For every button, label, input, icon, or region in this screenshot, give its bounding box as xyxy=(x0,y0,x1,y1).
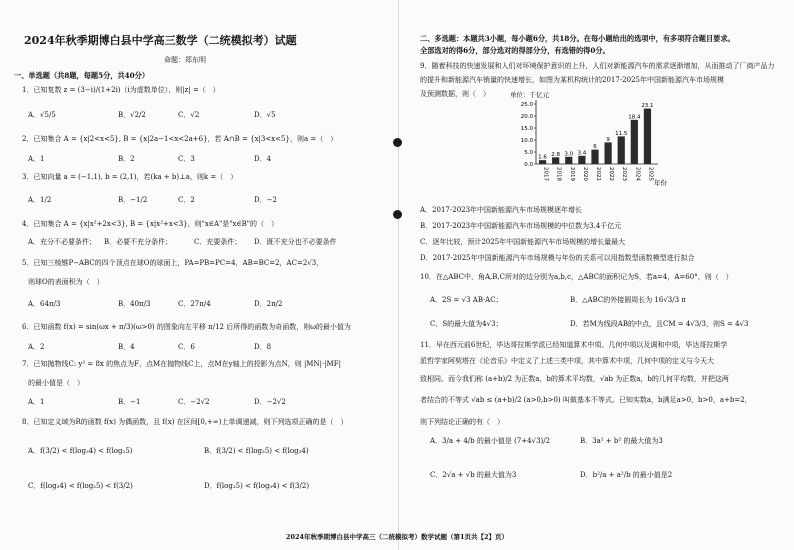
q5-option-b: B．40π/3 xyxy=(118,300,151,308)
chart-y-label: 单位：千亿元 xyxy=(510,91,549,99)
chart-bar xyxy=(552,157,559,164)
chart-data-label: 11.5 xyxy=(615,130,628,137)
section-multi-choice: 二、多选题：本题共3小题，每小题6分，共18分。在每小题给出的选项中，有多项符合题目要求。 xyxy=(420,34,735,43)
q6-option-a: A．2 xyxy=(28,343,45,351)
q1-option-a: A．√5/5 xyxy=(28,111,56,119)
q6-option-d: D．8 xyxy=(254,343,272,351)
page-fold xyxy=(398,0,399,550)
q1-option-d: D．√5 xyxy=(254,111,276,119)
market-size-chart xyxy=(508,88,678,196)
chart-x-label: 年份 xyxy=(654,179,667,187)
chart-data-label: 9 xyxy=(606,136,610,143)
chart-bar xyxy=(644,109,651,164)
q3-option-a: A．1/2 xyxy=(28,196,52,204)
q10-option-d: D．若M为线段AB的中点，且CM = 4√3/3，则S = 4√3 xyxy=(570,320,749,328)
q1-option-c: C．√2 xyxy=(178,111,200,119)
chart-bar xyxy=(591,150,598,164)
q3-option-b: B．−1/2 xyxy=(118,196,148,204)
q5-option-d: D．2π/2 xyxy=(254,300,283,308)
q7-option-b: B．−1 xyxy=(118,398,141,406)
question-7-cont: 的最小值是（ ） xyxy=(28,379,84,387)
chart-bar xyxy=(539,160,546,164)
q2-option-c: C．3 xyxy=(178,155,195,163)
q2-option-d: D．4 xyxy=(254,155,272,163)
chart-category-label: 2021 xyxy=(595,167,601,181)
q9-option-d: D．2017-2025年中国新能源汽车市场规模与年份的关系可以用指数型函数模型进行拟合 xyxy=(420,254,695,262)
chart-y-tick-label: 5.0 xyxy=(524,150,533,156)
chart-category-label: 2023 xyxy=(621,167,628,181)
q10-option-b: B．△ABC的外接圆周长为 16√3/3 π xyxy=(570,296,686,304)
q10-option-c: C．S的最大值为4√3； xyxy=(430,320,503,328)
chart-y-tick-label: 15.0 xyxy=(520,126,533,132)
q3-option-c: C．2 xyxy=(178,196,195,204)
chart-category-label: 2017 xyxy=(542,167,549,181)
q4-option-c: C．充要条件； xyxy=(194,238,242,246)
question-11-cont2: 致相同。而今我们称 (a+b)/2 为正数a，b的算术平均数，√ab 为正数a，b的几何平均数，并把这两 xyxy=(420,375,729,383)
q8-option-a: A．f(3/2) < f(log₃4) < f(log₂5) xyxy=(28,447,133,455)
q8-option-b: B．f(3/2) < f(log₂5) < f(log₃4) xyxy=(204,447,309,455)
q6-option-b: B．4 xyxy=(118,343,135,351)
q1-option-b: B．√2/2 xyxy=(118,111,146,119)
question-11-cont4: 则下列结论正确的有（ ） xyxy=(420,418,504,426)
question-11-cont: 派哲学家阿契塔在《论音乐》中定义了上述三类中项，其中算术中项，几何中项的定义与今天大 xyxy=(420,357,714,365)
question-11: 11．早在西元前6世纪，毕达哥拉斯学派已经知道算术中项、几何中项以及调和中项，毕达哥拉斯学 xyxy=(420,341,728,349)
chart-data-label: 2.8 xyxy=(551,151,561,158)
q4-option-d: D．既不充分也不必要条件 xyxy=(254,238,337,246)
page-footer: 2024年秋季期博白县中学高三（二统模拟考）数学试题（第1页共【2】页） xyxy=(285,533,509,541)
chart-bar xyxy=(565,157,572,164)
q5-option-a: A．64π/3 xyxy=(28,300,61,308)
q8-option-d: D．f(log₂5) < f(log₃4) < f(3/2) xyxy=(204,482,310,490)
question-10: 10．在△ABC中，角A,B,C所对的边分别为a,b,c，△ABC的面积记为S，若a=4，A=60°，则（ ） xyxy=(420,273,733,281)
chart-data-label: 23.1 xyxy=(641,103,654,110)
chart-category-label: 2018 xyxy=(555,167,562,181)
chart-y-tick-label: 0.0 xyxy=(524,162,533,168)
chart-bar xyxy=(605,142,612,164)
q7-option-d: D．−2√2 xyxy=(254,398,286,406)
binding-hole xyxy=(393,138,402,147)
chart-data-label: 6 xyxy=(593,144,597,151)
q10-option-a: A．2S = √3 AB·AC； xyxy=(430,296,503,304)
question-9-cont: 的提升和新能源汽车销量的快速增长，如图为某机构统计的2017-2025年中国新能源汽车市场规模 xyxy=(420,76,724,84)
q9-option-b: B．2017-2023年中国新能源汽车市场规模的中位数为3.4千亿元 xyxy=(420,222,622,230)
chart-y-tick-label: 25.0 xyxy=(520,102,533,108)
question-1: 1．已知复数 z = (3−i)/(1+2i)（i为虚数单位），则|z| =（ ） xyxy=(22,86,220,94)
q7-option-c: C．−2√2 xyxy=(178,398,210,406)
question-5: 5．已知三棱锥P−ABC的四个顶点在球O的球面上，PA=PB=PC=4，AB=BC=2，AC=2√3， xyxy=(22,259,324,267)
chart-category-label: 2019 xyxy=(568,167,575,181)
q6-option-c: C．6 xyxy=(178,343,195,351)
q2-option-a: A．1 xyxy=(28,155,45,163)
chart-category-label: 2020 xyxy=(581,167,588,181)
q9-option-c: C．逐年比较，预计2025年中国新能源汽车市场规模的增长量最大 xyxy=(420,238,626,246)
chart-y-tick-label: 10.0 xyxy=(520,138,533,144)
section-multi-choice-cont: 全部选对的得6分，部分选对的得部分分，有选错的得0分。 xyxy=(420,46,610,55)
question-7: 7．已知抛物线C: y² = 8x 的焦点为F，点M在抛物线C上，点M在y轴上的投影为点N，则 |MN|·|MF| xyxy=(22,360,341,368)
chart-data-label: 1.6 xyxy=(538,154,547,161)
q11-option-d: D．b²/a + a²/b 的最小值是2 xyxy=(580,471,673,479)
question-3: 3．已知向量 a = (−1,1), b = (2,1)，若(ka + b)⊥a，则k =（ ） xyxy=(22,173,238,181)
chart-bar xyxy=(631,120,638,164)
q4-option-b: B．必要不充分条件； xyxy=(104,238,173,246)
q4-option-a: A．充分不必要条件； xyxy=(28,238,97,246)
chart-category-label: 2024 xyxy=(634,167,641,181)
q7-option-a: A．1 xyxy=(28,398,45,406)
chart-data-label: 3.0 xyxy=(564,151,574,158)
q11-option-c: C．2√a + √b 的最大值为3 xyxy=(430,471,517,479)
question-11-cont3: 者结合的不等式 √ab ≤ (a+b)/2 (a>0,b>0) 叫做基本不等式。已知实数a，b满足a>0，b>0，a+b=2， xyxy=(420,396,752,404)
exam-title: 2024年秋季期博白县中学高三数学（二统模拟考）试题 xyxy=(24,34,297,47)
section-single-choice: 一、单选题（共8题，每题5分，共40分） xyxy=(14,71,150,80)
q5-option-c: C．27π/4 xyxy=(178,300,211,308)
question-6: 6．已知函数 f(x) = sin(ωx + π/3)(ω>0) 的图象向左平移 π/12 后所得的函数为奇函数，则ω的最小值为 xyxy=(22,323,351,331)
q9-option-a: A．2017-2023年中国新能源汽车市场规模逐年增长 xyxy=(420,206,583,214)
chart-category-label: 2025 xyxy=(647,167,654,181)
chart-bar xyxy=(618,136,625,164)
q11-option-a: A．3/a + 4/b 的最小值是 (7+4√3)/2 xyxy=(430,437,551,445)
exam-author: 命题：郑东明 xyxy=(164,56,206,64)
chart-category-label: 2022 xyxy=(608,167,615,181)
question-4: 4．已知集合 A = {x|x²+2x<3}, B = {x|x²+x<3}，则"x∈A"是"x∈B"的（ ） xyxy=(22,220,278,228)
question-5-cont: 则球O的表面积为（ ） xyxy=(28,278,104,286)
question-9-cont2: 及预测数据，则（ ） xyxy=(420,90,490,98)
question-8: 8．已知定义域为R的函数 f(x) 为偶函数，且 f(x) 在区间[0,+∞)上单调递减，则下列选项正确的是（ ） xyxy=(22,418,348,426)
question-2: 2．已知集合 A = {x|2<x<5}, B = {x|2a−1<x<2a+6}，若 A∩B = {x|3<x<5}，则a =（ ） xyxy=(22,135,338,143)
q2-option-b: B．2 xyxy=(118,155,135,163)
question-9: 9．随着科技的快速发展和人们对环境保护意识的上升，人们对新能源汽车的需求逐渐增加，从而推动了厂商产品力 xyxy=(420,62,775,70)
q11-option-b: B．3a² + b² 的最大值为3 xyxy=(580,437,663,445)
chart-data-label: 3.4 xyxy=(577,150,587,157)
binding-hole xyxy=(393,210,402,219)
q3-option-d: D．−2 xyxy=(254,196,277,204)
chart-data-label: 18.4 xyxy=(628,114,641,121)
chart-bar xyxy=(578,156,585,164)
q8-option-c: C．f(log₃4) < f(log₂5) < f(3/2) xyxy=(28,482,133,490)
chart-y-tick-label: 20.0 xyxy=(520,114,533,120)
